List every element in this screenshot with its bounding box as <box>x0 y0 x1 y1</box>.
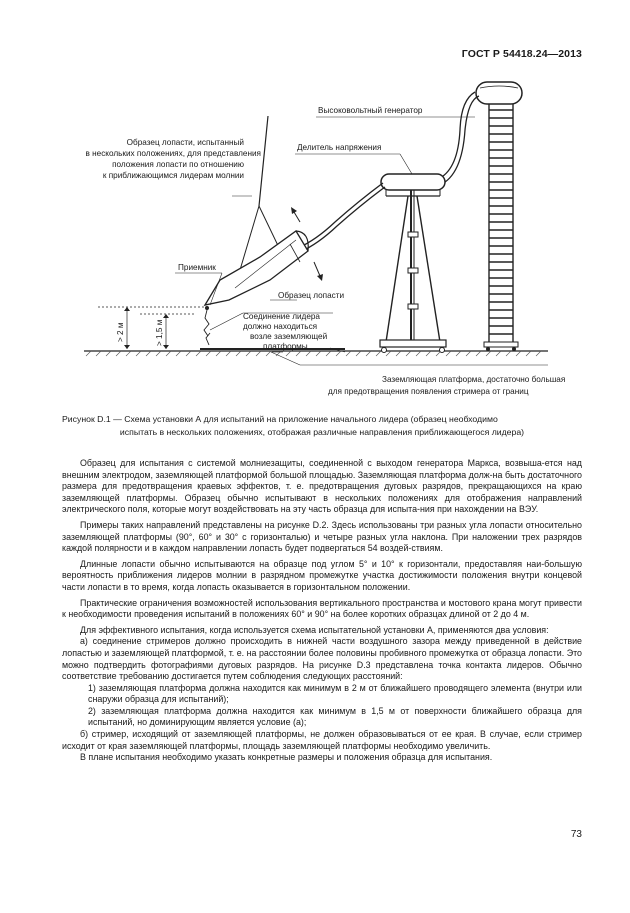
dim-2m-label: > 2 м <box>116 322 125 342</box>
rotation-arrow-down <box>314 262 320 276</box>
leader-connection-line-2: должно находиться <box>243 322 318 331</box>
paragraph-9: б) стример, исходящий от заземляющей платформы, не должен образовываться от ее края. В случае, если стример исходит от края заземляющей платформы, площадь заземляющей платформы необходимо увеличить. <box>62 729 582 751</box>
page-number: 73 <box>570 829 582 840</box>
caption-line-2: испытать в нескольких положениях, отображая различные направления приближающегося лидера) <box>119 427 525 437</box>
suspension-rope <box>259 116 268 206</box>
sample-note-line-4: к приближающимся лидерам молнии <box>102 171 244 180</box>
divider-to-blade-cable <box>298 183 383 248</box>
dim-1-5m-label: > 1,5 м <box>155 319 164 346</box>
paragraph-5: Для эффективного испытания, когда используется схема испытательной установки А, применяются два условия: <box>80 624 549 635</box>
leader-connection-line-4: платформы <box>263 342 308 351</box>
sample-note-line-3: положения лопасти по отношению <box>112 160 244 169</box>
ground-platform-label-2: для предотвращения появления стримера от границ <box>328 387 529 396</box>
paragraph-10: В плане испытания необходимо указать конкретные размеры и положения образца для испытания. <box>80 752 493 763</box>
label-blade-sample: Образец лопасти <box>278 291 345 300</box>
paragraph-7: 1) заземляющая платформа должна находится как минимум в 2 м от ближайшего проводящего элемента (внутри или снаружи образца для испытаний); <box>88 682 582 705</box>
label-voltage-divider: Делитель напряжения <box>297 143 382 152</box>
ground-hatching <box>86 351 541 356</box>
leader-spark <box>204 310 209 336</box>
rotation-arrow-up <box>294 212 300 222</box>
voltage-divider <box>380 174 446 353</box>
test-setup-figure <box>0 60 630 400</box>
label-receptor: Приемник <box>178 263 216 272</box>
high-voltage-generator <box>476 82 522 351</box>
paragraph-8: 2) заземляющая платформа должна находится как минимум в 1,5 м от поверхности ближайшего образца для испытаний, но доминирующим является условие (а); <box>88 705 582 728</box>
figure-caption <box>62 413 582 439</box>
ground-platform-label-1: Заземляющая платформа, достаточно большая <box>382 375 566 384</box>
sample-note-line-1: Образец лопасти, испытанный <box>126 138 244 147</box>
leader-connection-line-3: возле заземляющей <box>250 332 328 341</box>
paragraph-2: Примеры таких направлений представлены на рисунке D.2. Здесь использованы три разных угла лопасти относительно заземляющей платформы (90°, 60° и 30° с горизонталью) и четыре разных угла наклона. При наложении трех разрядов каждой полярности и в каждом направлении лопасть будет подвергаться 54 воздей-ствиям. <box>62 519 582 554</box>
paragraph-1: Образец для испытания с системой молниезащиты, соединенной с выходом генератора Маркса, возвыша-ется над внешним электродом, заземляющей платформой большой площадью. Заземляющая платформа долж-на быть достаточного размера для предотвращения краевых эффектов, т. е. предотвращения дуговых разрядов, прекращающихся на краю заземляющей платформы. Образец обычно испытывают в нескольких положениях для отображения направлений электрического поля, которые могут воздействовать на эту часть образца для испыта-ния при нахождении на ВЭУ. <box>62 458 582 515</box>
paragraph-6: а) соединение стримеров должно происходить в нижней части воздушного зазора между приведенной в действие лопастью и заземляющей платформой, т. е. на расстоянии более половины пробивного промежутка от образца лопасти. Это можно подтвердить фотографиями дуговых разрядов. На рисунке D.3 представлена точка контакта лидеров. Обычно соответствие требованию достигается путем соблюдения следующих расстояний: <box>62 636 582 682</box>
leader-connection-line-1: Соединение лидера <box>243 312 320 321</box>
paragraph-3: Длинные лопасти обычно испытываются на образце под углом 5° и 10° к горизонтали, предоставляя наи-большую вероятность приближения лидеров молнии в разрядном промежутке участка достижимости положения внутри концевой части лопасти в то время, когда лопасть оказывается в горизонтальном положении. <box>62 558 582 592</box>
standard-code-header: ГОСТ Р 54418.24—2013 <box>461 48 582 60</box>
body-text <box>62 458 582 764</box>
sample-note-line-2: в нескольких положениях, для представления <box>85 149 261 158</box>
receptor-point <box>205 306 209 310</box>
label-high-voltage-generator: Высоковольтный генератор <box>318 106 423 115</box>
paragraph-4: Практические ограничения возможностей использования вертикального пространства и мостового крана могут привести к необходимости проведения испытаний в положениях 60° и 90° на более коротких образцах длиной от 2 до 4 м. <box>62 597 582 620</box>
dimension-lines <box>98 307 205 349</box>
caption-line-1: Рисунок D.1 — Схема установки А для испытаний на приложение начального лидера (образец необходимо <box>62 414 498 424</box>
